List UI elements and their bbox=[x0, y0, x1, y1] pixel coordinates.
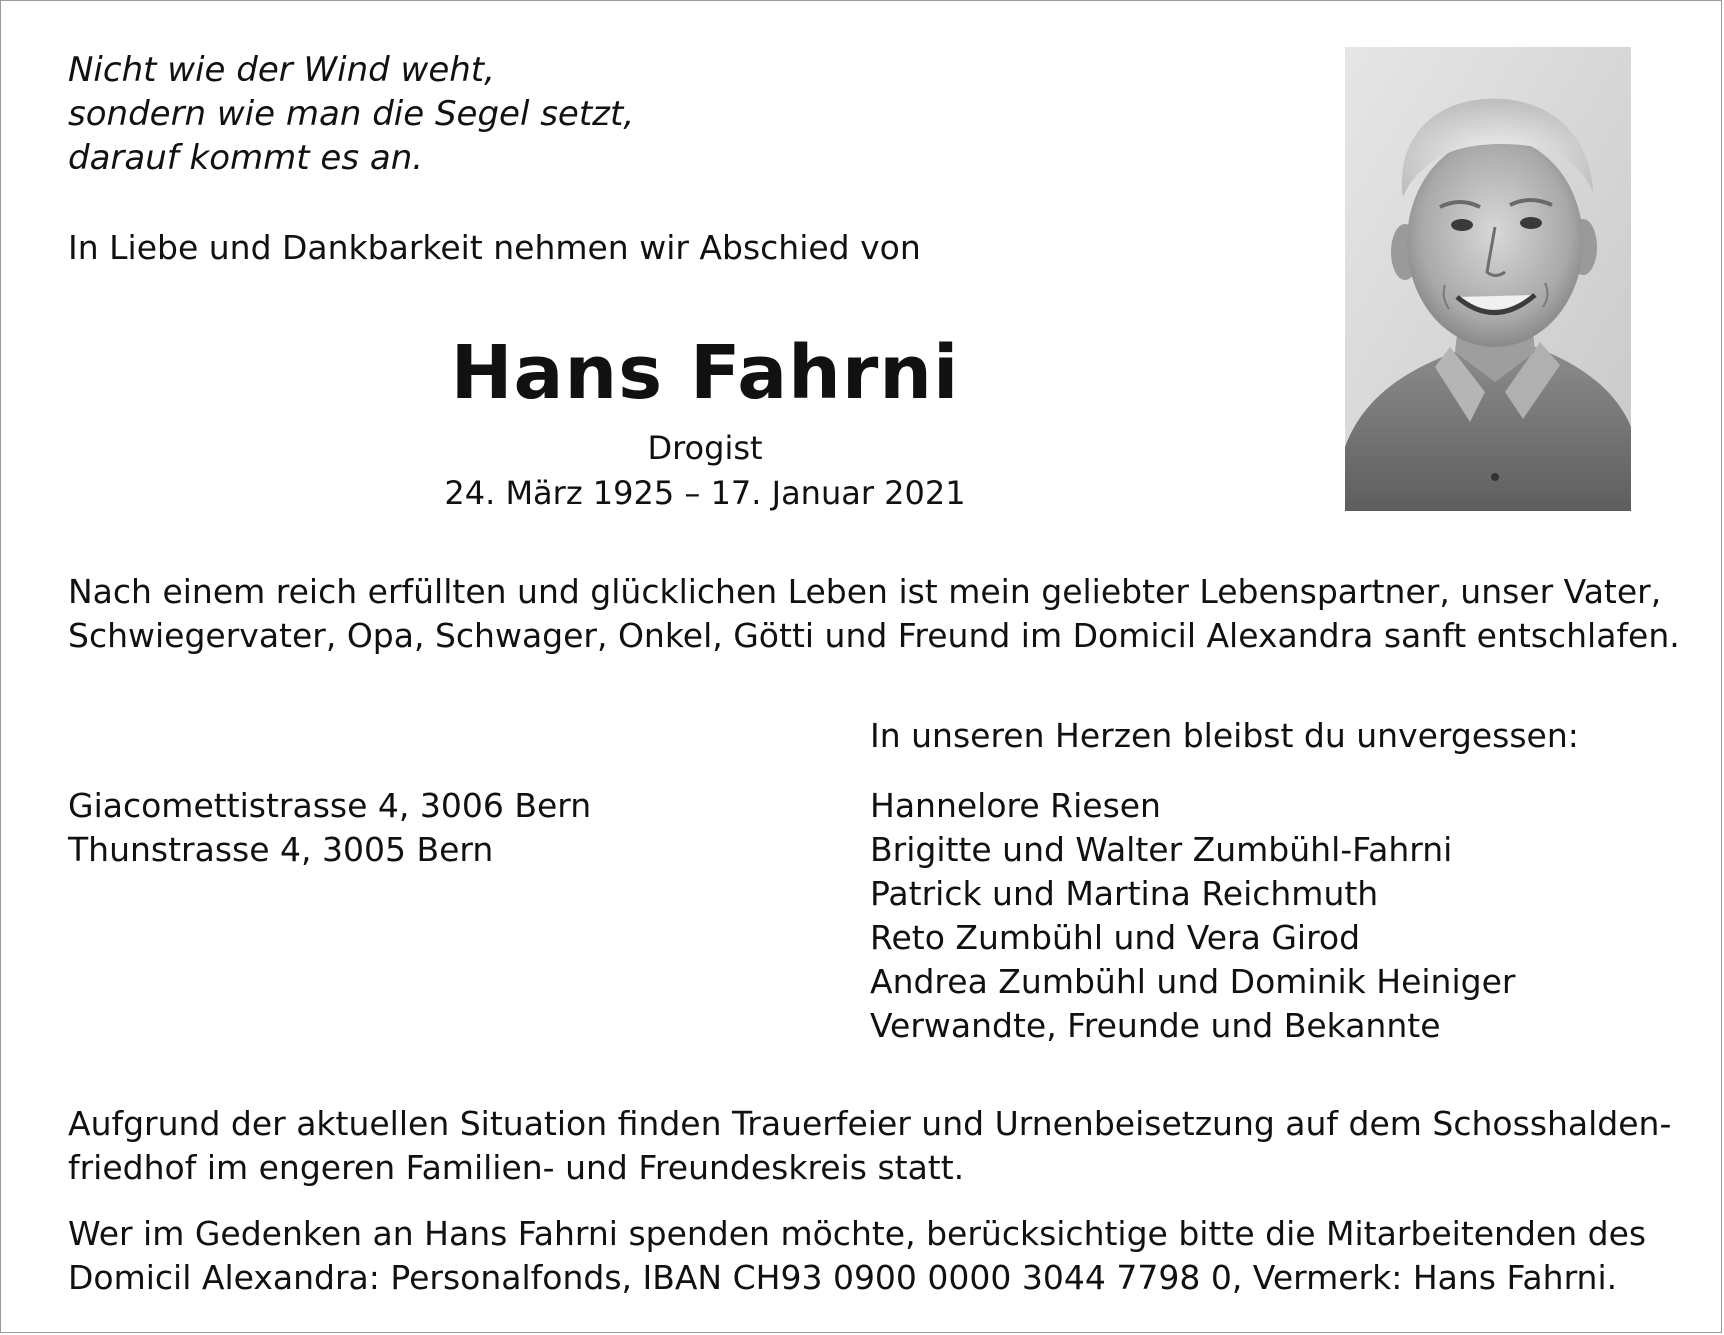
mourner-name: Brigitte und Walter Zumbühl-Fahrni bbox=[870, 830, 1453, 869]
announcement-line: Nach einem reich erfüllten und glücklichen Leben ist mein geliebter Lebenspartner, unser Vater, bbox=[68, 572, 1662, 611]
mourner-name: Reto Zumbühl und Vera Girod bbox=[870, 918, 1361, 957]
mourner-name: Verwandte, Freunde und Bekannte bbox=[870, 1006, 1441, 1045]
deceased-name: Hans Fahrni bbox=[450, 330, 960, 416]
funeral-line: Aufgrund der aktuellen Situation finden Trauerfeier und Urnenbeisetzung auf dem Schosshalden- bbox=[68, 1104, 1672, 1143]
portrait-illustration bbox=[1345, 47, 1631, 511]
motto-quote bbox=[68, 48, 634, 180]
mourner-name: Patrick und Martina Reichmuth bbox=[870, 874, 1379, 913]
donation-line: Wer im Gedenken an Hans Fahrni spenden möchte, berücksichtige bitte die Mitarbeitenden des bbox=[68, 1214, 1647, 1253]
funeral-paragraph bbox=[68, 1102, 1672, 1190]
address-line: Giacomettistrasse 4, 3006 Bern bbox=[68, 786, 592, 825]
donation-paragraph bbox=[68, 1212, 1647, 1300]
donation-line: Domicil Alexandra: Personalfonds, IBAN CH93 0900 0000 3044 7798 0, Vermerk: Hans Fahrni. bbox=[68, 1258, 1618, 1297]
deceased-profession: Drogist bbox=[647, 429, 763, 467]
announcement-line: Schwiegervater, Opa, Schwager, Onkel, Götti und Freund im Domicil Alexandra sanft entschlafen. bbox=[68, 616, 1680, 655]
life-dates: 24. März 1925 – 17. Januar 2021 bbox=[444, 474, 966, 512]
address-line: Thunstrasse 4, 3005 Bern bbox=[68, 830, 494, 869]
funeral-line: friedhof im engeren Familien- und Freundeskreis statt. bbox=[68, 1148, 965, 1187]
intro-text: In Liebe und Dankbarkeit nehmen wir Abschied von bbox=[68, 228, 921, 267]
mourners-list bbox=[870, 784, 1515, 1048]
announcement-paragraph bbox=[68, 570, 1680, 658]
motto-line: darauf kommt es an. bbox=[68, 138, 424, 178]
portrait-photo bbox=[1345, 47, 1631, 511]
mourner-name: Hannelore Riesen bbox=[870, 786, 1161, 825]
motto-line: Nicht wie der Wind weht, bbox=[68, 50, 495, 90]
motto-line: sondern wie man die Segel setzt, bbox=[68, 94, 635, 134]
address-block bbox=[68, 784, 591, 872]
hearts-line: In unseren Herzen bleibst du unvergessen: bbox=[870, 716, 1579, 755]
mourner-name: Andrea Zumbühl und Dominik Heiniger bbox=[870, 962, 1516, 1001]
